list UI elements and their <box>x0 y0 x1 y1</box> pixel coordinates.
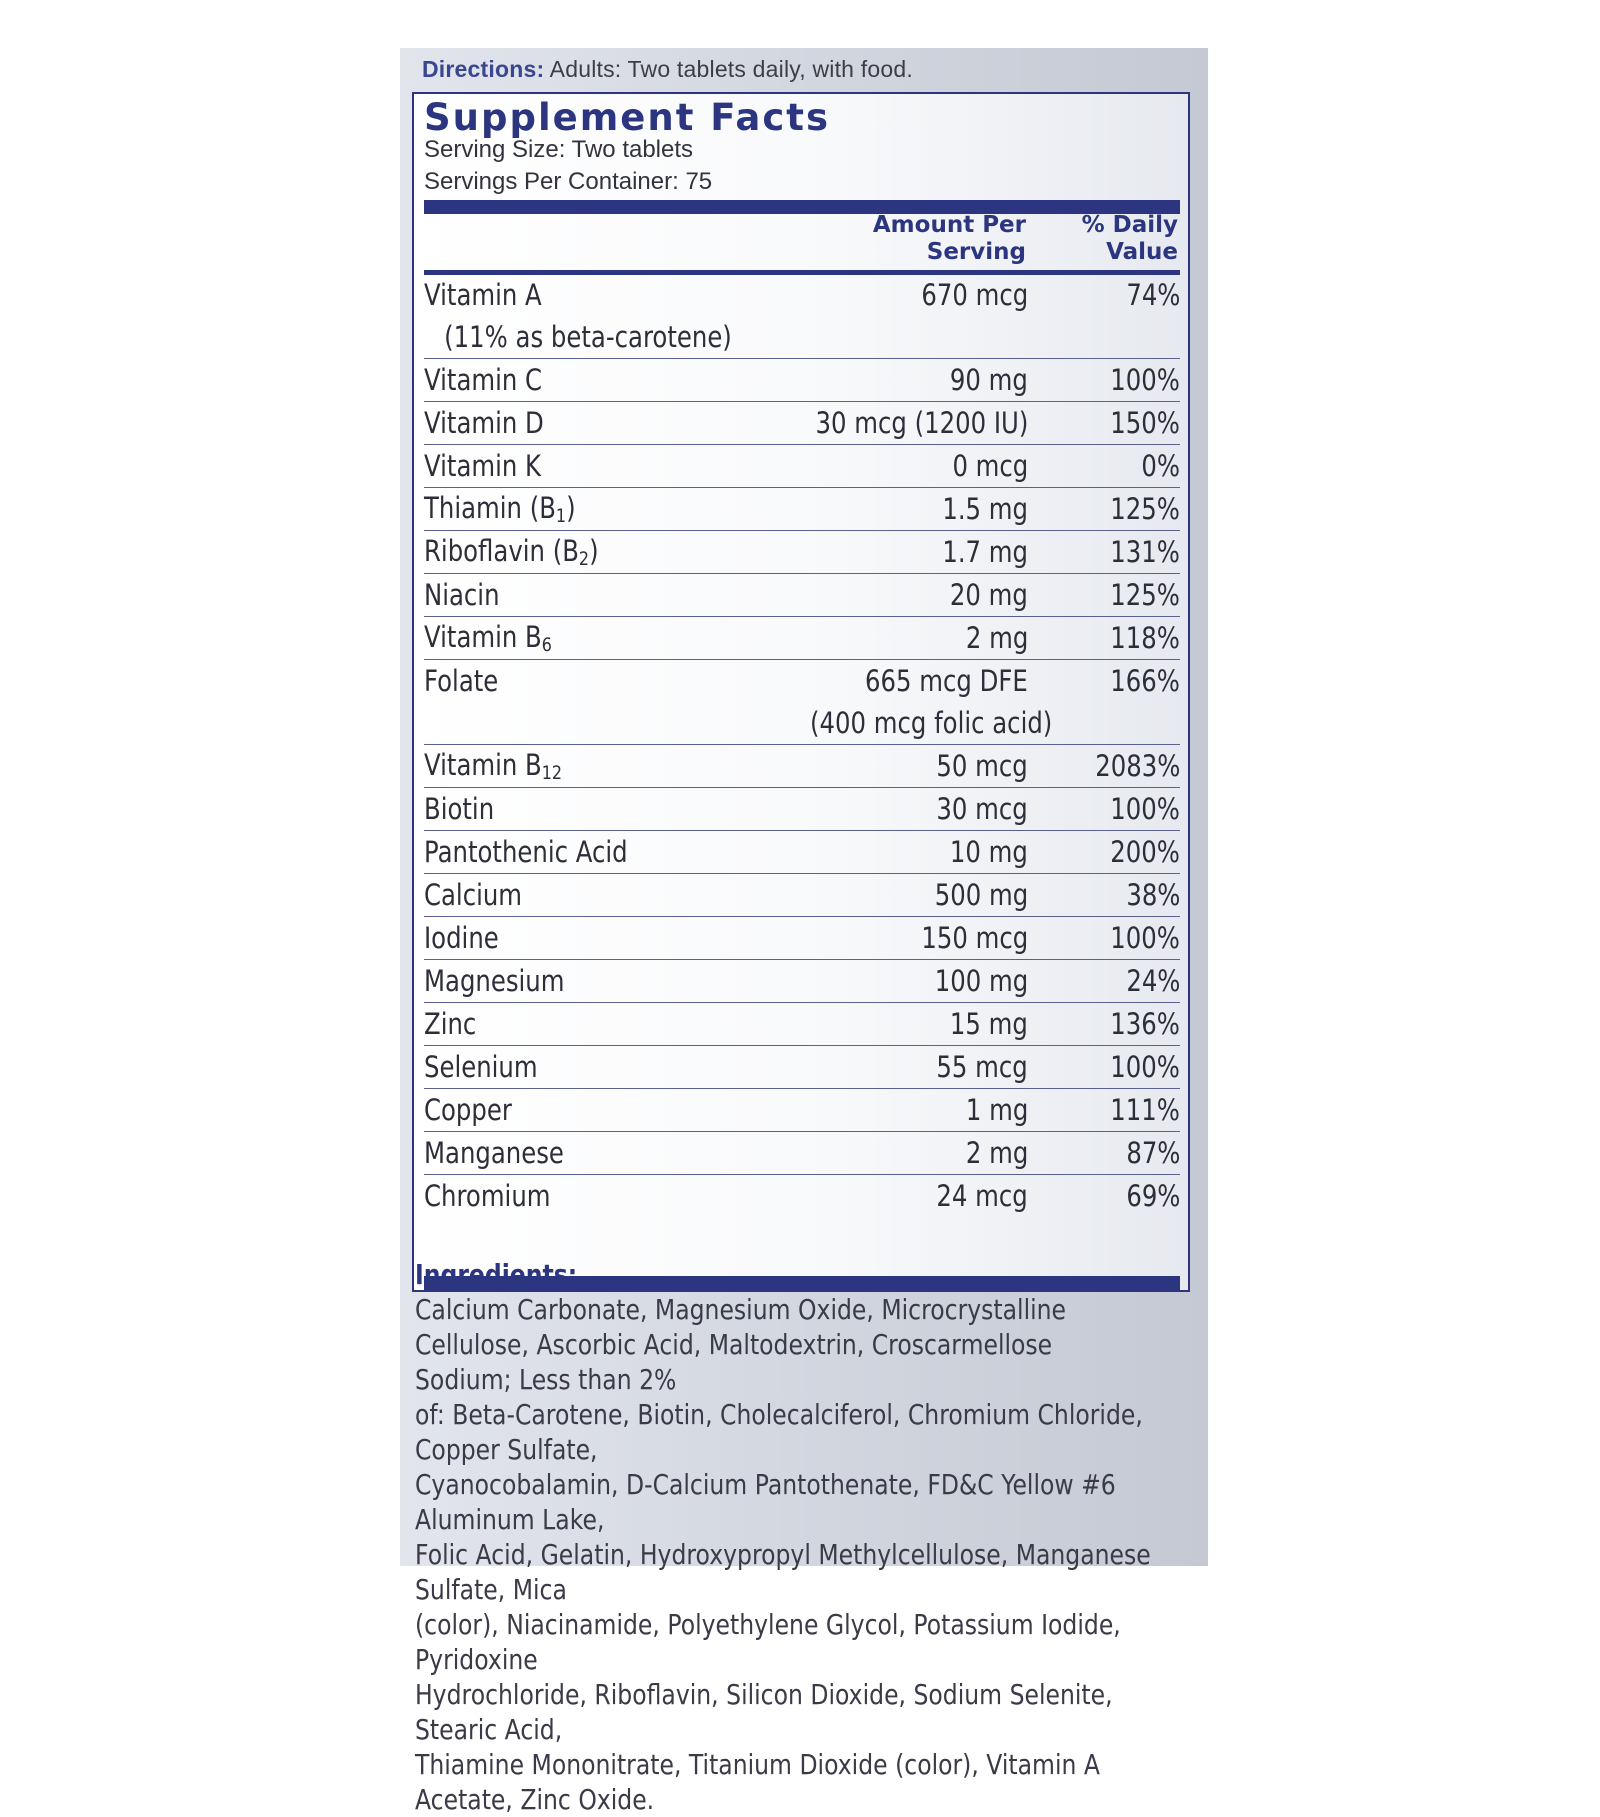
nutrient-amount: 20 mg <box>950 578 1028 612</box>
nutrient-amount: 15 mg <box>950 1007 1028 1041</box>
nutrient-row-cells <box>424 1046 1180 1088</box>
nutrient-row-cells <box>424 660 1180 702</box>
nutrient-row <box>424 531 1180 574</box>
nutrient-name-text: Vitamin A <box>424 278 542 312</box>
nutrient-amount: 1 mg <box>965 1093 1028 1127</box>
nutrient-amount: 50 mcg <box>936 749 1028 783</box>
nutrient-name-text: Manganese <box>424 1136 564 1170</box>
nutrient-row-cells <box>424 274 1180 316</box>
nutrient-subscript: 12 <box>541 762 563 784</box>
nutrient-note: (11% as beta-carotene) <box>444 320 732 354</box>
nutrient-name <box>424 964 564 998</box>
nutrient-name <box>424 1136 564 1170</box>
nutrient-row-cells <box>424 488 1180 530</box>
nutrient-daily-value: 131% <box>1110 535 1180 569</box>
ingredients-list: Calcium Carbonate, Magnesium Oxide, Microcrystalline Cellulose, Ascorbic Acid, Maltodextrin, Croscarmellose Sodium; Less than 2% of: Beta-Carotene, Biotin, Cholecalciferol, Chromium Chloride, Copper Sulfate, Cyanocobalamin, D-Calcium Pantothenate, FD&C Yellow #6 Aluminum Lake, Folic Acid, Gelatin, Hydroxypropyl Methylcellulose, Manganese Sulfate, Mica (color), Niacinamide, Polyethylene Glycol, Potassium Iodide, Pyridoxine Hydrochloride, Riboflavin, Silicon Dioxide, Sodium Selenite, Stearic Acid, Thiamine Mononitrate, Titanium Dioxide (color), Vitamin A Acetate, Zinc Oxide. <box>415 1293 1151 1816</box>
nutrient-amount: 0 mcg <box>952 449 1028 483</box>
nutrient-name <box>424 878 522 912</box>
nutrient-row <box>424 402 1180 445</box>
nutrient-name-suffix: ) <box>566 491 576 525</box>
nutrient-name <box>424 1093 512 1127</box>
nutrient-daily-value: 100% <box>1110 792 1180 826</box>
nutrient-name-text: Iodine <box>424 921 499 955</box>
nutrient-row <box>424 445 1180 488</box>
nutrient-row-cells <box>424 831 1180 873</box>
nutrient-daily-value: 125% <box>1110 578 1180 612</box>
nutrient-name-text: Magnesium <box>424 964 565 998</box>
nutrient-name-text: Calcium <box>424 878 523 912</box>
nutrient-name-text: Pantothenic Acid <box>424 835 628 869</box>
nutrient-daily-value: 87% <box>1125 1136 1180 1170</box>
supplement-facts-box <box>412 92 1190 1292</box>
nutrient-daily-value: 150% <box>1110 406 1180 440</box>
nutrient-amount: 24 mcg <box>936 1179 1028 1213</box>
nutrient-note: (400 mcg folic acid) <box>810 706 1053 740</box>
nutrient-amount: 30 mcg <box>936 792 1028 826</box>
nutrient-daily-value: 38% <box>1125 878 1180 912</box>
supplement-facts-title: Supplement Facts <box>424 96 831 139</box>
nutrient-row <box>424 960 1180 1003</box>
nutrient-name <box>424 1179 550 1213</box>
nutrient-row-cells <box>424 574 1180 616</box>
nutrient-amount: 1.7 mg <box>942 535 1028 569</box>
ingredients-block <box>415 1222 1154 1817</box>
nutrient-daily-value: 200% <box>1110 835 1180 869</box>
nutrient-row-cells <box>424 1089 1180 1131</box>
nutrient-subscript: 1 <box>555 505 567 527</box>
nutrient-daily-value: 0% <box>1141 449 1180 483</box>
nutrient-daily-value: 118% <box>1110 621 1180 655</box>
nutrient-amount: 10 mg <box>950 835 1028 869</box>
nutrient-amount: 100 mg <box>934 964 1028 998</box>
nutrient-amount: 55 mcg <box>936 1050 1028 1084</box>
nutrient-name-text: Vitamin C <box>424 363 543 397</box>
nutrient-daily-value: 2083% <box>1094 749 1180 783</box>
nutrient-daily-value: 166% <box>1110 664 1180 698</box>
ingredients-text <box>415 1293 1151 1816</box>
supplement-label-panel <box>400 48 1208 1816</box>
nutrient-name-text: Niacin <box>424 578 500 612</box>
nutrient-daily-value: 69% <box>1125 1179 1180 1213</box>
directions-label: Directions: <box>422 56 545 82</box>
nutrient-amount: 2 mg <box>965 1136 1028 1170</box>
nutrient-name-text: Vitamin D <box>424 406 544 440</box>
nutrient-row-cells <box>424 788 1180 830</box>
nutrient-daily-value: 136% <box>1110 1007 1180 1041</box>
nutrient-row <box>424 745 1180 788</box>
nutrient-name <box>424 534 599 570</box>
nutrient-row-cells <box>424 1003 1180 1045</box>
nutrient-subscript: 2 <box>578 548 590 570</box>
nutrient-row <box>424 274 1180 359</box>
nutrient-row-cells <box>424 402 1180 444</box>
nutrient-name <box>424 664 498 698</box>
nutrient-name <box>424 278 542 312</box>
nutrient-amount: 30 mcg (1200 IU) <box>815 406 1028 440</box>
nutrient-daily-value: 125% <box>1110 492 1180 526</box>
nutrient-name-text: Riboflavin (B <box>424 534 579 568</box>
nutrient-daily-value: 100% <box>1110 1050 1180 1084</box>
nutrient-row <box>424 617 1180 660</box>
ingredients-label: Ingredients: <box>415 1258 578 1291</box>
nutrient-name <box>424 363 542 397</box>
nutrient-row-cells <box>424 531 1180 573</box>
nutrient-row-cells <box>424 917 1180 959</box>
nutrient-name <box>424 491 576 527</box>
nutrient-row-cells <box>424 617 1180 659</box>
nutrient-daily-value: 111% <box>1110 1093 1180 1127</box>
nutrient-row-cells <box>424 1132 1180 1174</box>
nutrient-name <box>424 748 562 784</box>
nutrient-name-text: Chromium <box>424 1179 551 1213</box>
nutrient-row <box>424 1046 1180 1089</box>
nutrient-row <box>424 488 1180 531</box>
servings-per-container: Servings Per Container: 75 <box>424 168 713 195</box>
nutrient-name <box>424 578 500 612</box>
nutrient-row <box>424 831 1180 874</box>
nutrient-row <box>424 1132 1180 1175</box>
nutrient-daily-value: 100% <box>1110 921 1180 955</box>
nutrient-row-cells <box>424 874 1180 916</box>
nutrient-name <box>424 449 541 483</box>
nutrient-row <box>424 1089 1180 1132</box>
nutrient-row <box>424 874 1180 917</box>
column-header-daily-value: % Daily Value <box>1081 212 1178 265</box>
nutrient-name <box>424 406 544 440</box>
nutrient-row <box>424 917 1180 960</box>
nutrient-name-text: Vitamin K <box>424 449 542 483</box>
nutrient-daily-value: 100% <box>1110 363 1180 397</box>
nutrient-name <box>424 1007 476 1041</box>
nutrient-name <box>424 921 499 955</box>
nutrient-row <box>424 788 1180 831</box>
nutrient-name-text: Selenium <box>424 1050 538 1084</box>
nutrient-row <box>424 574 1180 617</box>
nutrient-row-cells <box>424 1175 1180 1217</box>
nutrient-row <box>424 1003 1180 1046</box>
nutrient-name <box>424 792 494 826</box>
directions-text: Adults: Two tablets daily, with food. <box>549 56 913 82</box>
nutrient-amount: 150 mcg <box>921 921 1028 955</box>
nutrient-row <box>424 660 1180 745</box>
nutrient-name-text: Folate <box>424 664 499 698</box>
nutrient-name-text: Vitamin B <box>424 620 542 654</box>
nutrient-amount: 2 mg <box>965 621 1028 655</box>
nutrient-row-cells <box>424 359 1180 401</box>
nutrient-row-cells <box>424 960 1180 1002</box>
nutrient-table <box>424 274 1180 1217</box>
nutrient-name-text: Thiamin (B <box>424 491 556 525</box>
nutrient-name <box>424 620 552 656</box>
nutrient-name-suffix: ) <box>589 534 599 568</box>
nutrient-row-cells <box>424 445 1180 487</box>
nutrient-name-text: Zinc <box>424 1007 477 1041</box>
nutrient-row <box>424 1175 1180 1217</box>
nutrient-name <box>424 1050 538 1084</box>
nutrient-name-text: Copper <box>424 1093 512 1127</box>
nutrient-amount: 665 mcg DFE <box>865 664 1028 698</box>
nutrient-amount: 90 mg <box>950 363 1028 397</box>
nutrient-name <box>424 835 628 869</box>
nutrient-amount: 670 mcg <box>921 278 1028 312</box>
nutrient-name-text: Vitamin B <box>424 748 542 782</box>
nutrient-name-text: Biotin <box>424 792 495 826</box>
serving-size: Serving Size: Two tablets <box>424 136 694 163</box>
nutrient-daily-value: 24% <box>1125 964 1180 998</box>
nutrient-amount: 500 mg <box>934 878 1028 912</box>
nutrient-row-cells <box>424 745 1180 787</box>
nutrient-daily-value: 74% <box>1125 278 1180 312</box>
directions-line <box>422 56 913 83</box>
nutrient-subscript: 6 <box>541 634 552 656</box>
column-header-amount: Amount Per Serving <box>872 212 1026 265</box>
nutrient-row <box>424 359 1180 402</box>
nutrient-amount: 1.5 mg <box>942 492 1028 526</box>
